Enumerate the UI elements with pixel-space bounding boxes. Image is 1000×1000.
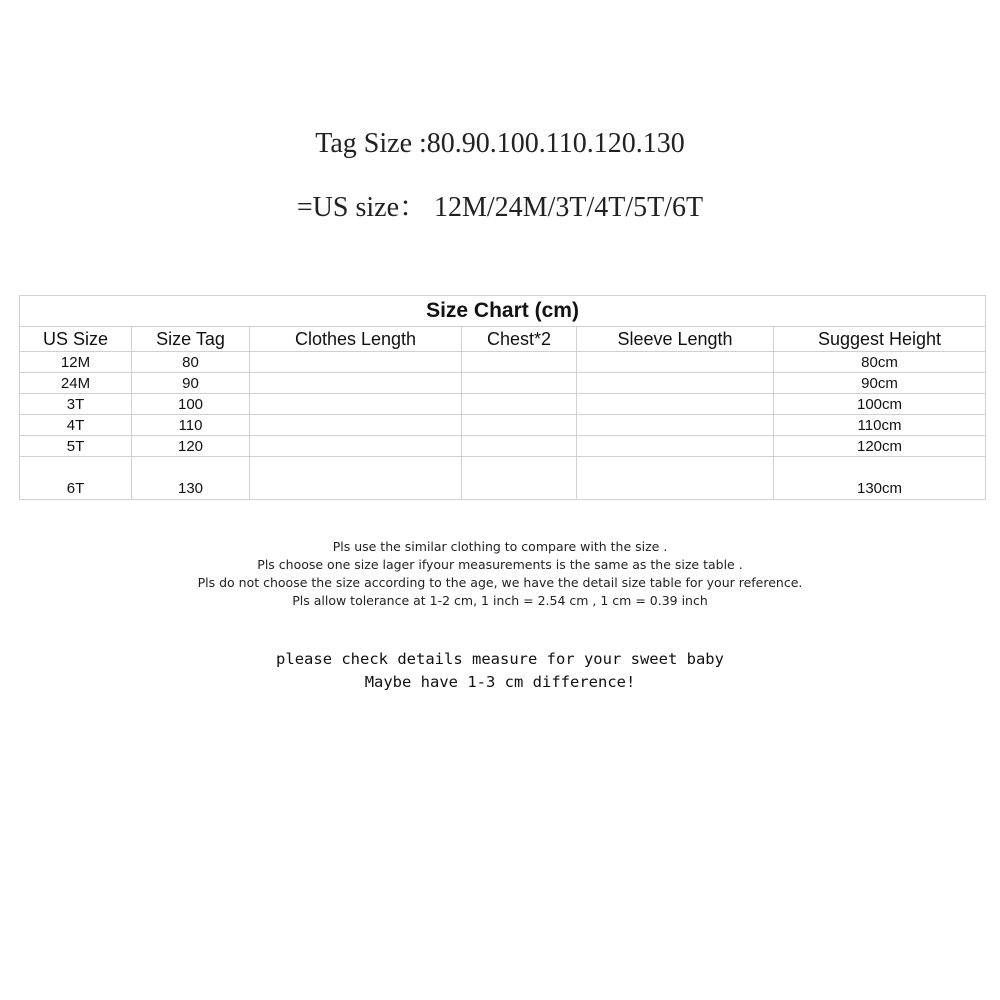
cell-clothes-length xyxy=(250,436,462,457)
sizing-notes xyxy=(0,538,1000,610)
remark-line: please check details measure for your sweet baby xyxy=(276,650,724,668)
cell-us-size: 6T xyxy=(20,457,132,500)
cell-chest xyxy=(462,436,577,457)
cell-sleeve-length xyxy=(577,373,774,394)
remark-line: Maybe have 1-3 cm difference! xyxy=(364,673,636,691)
table-row xyxy=(20,436,986,457)
cell-sleeve-length xyxy=(577,415,774,436)
cell-suggest-height: 110cm xyxy=(774,415,986,436)
cell-suggest-height: 120cm xyxy=(774,436,986,457)
column-header-us-size: US Size xyxy=(20,327,132,352)
sizing-note: Pls do not choose the size according to the age, we have the detail size table for your reference. xyxy=(197,575,803,590)
cell-suggest-height: 90cm xyxy=(774,373,986,394)
column-header-suggest-height: Suggest Height xyxy=(774,327,986,352)
cell-suggest-height: 80cm xyxy=(774,352,986,373)
sizing-note: Pls allow tolerance at 1-2 cm, 1 inch = 2.54 cm , 1 cm = 0.39 inch xyxy=(292,593,708,608)
cell-sleeve-length xyxy=(577,436,774,457)
cell-chest xyxy=(462,415,577,436)
size-chart-table xyxy=(19,295,986,500)
cell-size-tag: 120 xyxy=(132,436,250,457)
cell-us-size: 5T xyxy=(20,436,132,457)
cell-size-tag: 90 xyxy=(132,373,250,394)
cell-clothes-length xyxy=(250,415,462,436)
cell-us-size: 24M xyxy=(20,373,132,394)
table-row xyxy=(20,457,986,500)
cell-us-size: 3T xyxy=(20,394,132,415)
cell-us-size: 12M xyxy=(20,352,132,373)
size-chart-table-wrapper xyxy=(19,295,985,500)
cell-sleeve-length xyxy=(577,352,774,373)
sizing-note: Pls choose one size lager ifyour measurements is the same as the size table . xyxy=(257,557,743,572)
cell-clothes-length xyxy=(250,352,462,373)
table-header-row xyxy=(20,327,986,352)
column-header-size-tag: Size Tag xyxy=(132,327,250,352)
cell-clothes-length xyxy=(250,373,462,394)
cell-sleeve-length xyxy=(577,457,774,500)
cell-chest xyxy=(462,457,577,500)
us-size-heading: =US size： 12M/24M/3T/4T/5T/6T xyxy=(296,192,704,223)
cell-suggest-height: 130cm xyxy=(774,457,986,500)
column-header-chest: Chest*2 xyxy=(462,327,577,352)
cell-suggest-height: 100cm xyxy=(774,394,986,415)
size-chart-title: Size Chart (cm) xyxy=(20,296,986,327)
cell-us-size: 4T xyxy=(20,415,132,436)
sizing-note: Pls use the similar clothing to compare with the size . xyxy=(332,539,668,554)
tag-size-heading: Tag Size :80.90.100.110.120.130 xyxy=(315,128,685,159)
column-header-sleeve-length: Sleeve Length xyxy=(577,327,774,352)
cell-sleeve-length xyxy=(577,394,774,415)
cell-clothes-length xyxy=(250,394,462,415)
cell-chest xyxy=(462,352,577,373)
cell-size-tag: 110 xyxy=(132,415,250,436)
cell-clothes-length xyxy=(250,457,462,500)
cell-chest xyxy=(462,373,577,394)
table-row xyxy=(20,394,986,415)
measurement-remarks xyxy=(0,648,1000,694)
cell-chest xyxy=(462,394,577,415)
cell-size-tag: 100 xyxy=(132,394,250,415)
table-row xyxy=(20,352,986,373)
cell-size-tag: 130 xyxy=(132,457,250,500)
table-row xyxy=(20,373,986,394)
table-row xyxy=(20,415,986,436)
cell-size-tag: 80 xyxy=(132,352,250,373)
column-header-clothes-length: Clothes Length xyxy=(250,327,462,352)
